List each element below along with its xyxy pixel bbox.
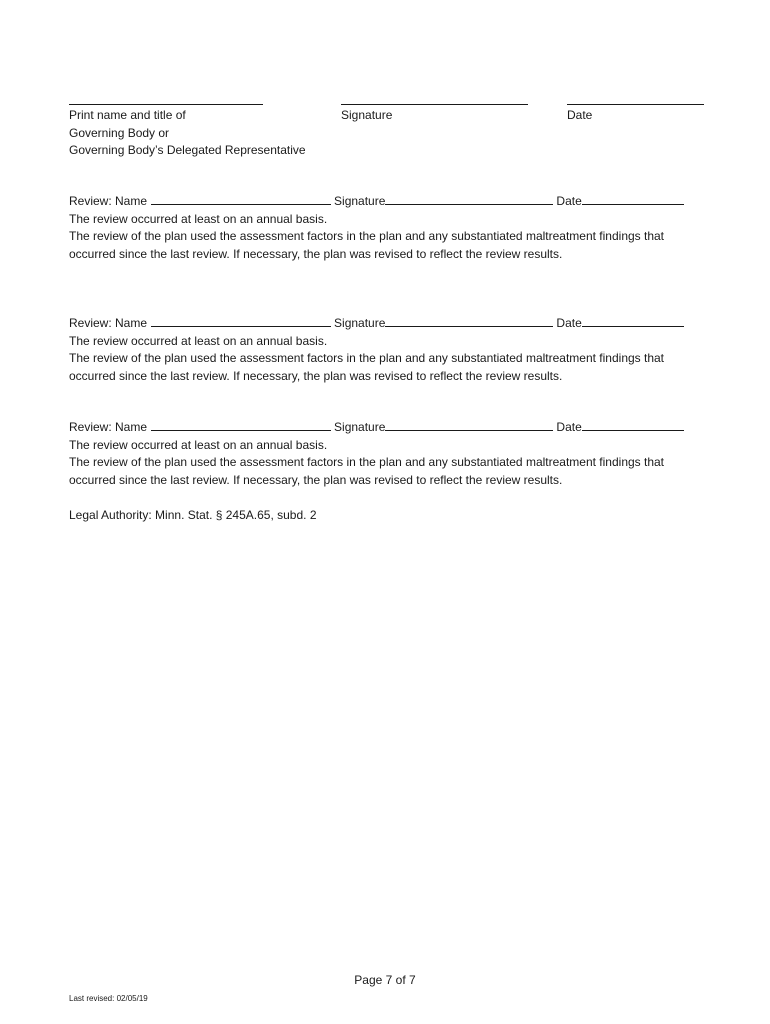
review-name-blank[interactable]: [151, 193, 331, 205]
signature-column: [341, 90, 528, 125]
review-section-1: [69, 193, 709, 263]
review-text-line-2: The review of the plan used the assessment factors in the plan and any substantiated maltreatment findings that: [69, 351, 665, 365]
review-text-line-1: The review occurred at least on an annual basis.: [69, 333, 328, 348]
review-text-line-3: occurred since the last review. If necessary, the plan was revised to reflect the review results.: [69, 246, 563, 261]
review-text-line-2: The review of the plan used the assessment factors in the plan and any substantiated maltreatment findings that: [69, 229, 665, 243]
last-revised: Last revised: 02/05/19: [69, 994, 148, 1003]
print-name-column: [69, 90, 306, 160]
print-name-label-3: Governing Body’s Delegated Representative: [69, 143, 306, 157]
review-text-line-2: The review of the plan used the assessment factors in the plan and any substantiated maltreatment findings that: [69, 455, 665, 469]
signature-line[interactable]: [341, 90, 528, 105]
review-fields: [69, 419, 709, 437]
review-name-label: Review: Name: [69, 194, 148, 208]
review-name-blank[interactable]: [151, 419, 331, 431]
review-name-blank[interactable]: [151, 315, 331, 327]
print-name-label-1: Print name and title of: [69, 108, 186, 122]
legal-authority: Legal Authority: Minn. Stat. § 245A.65, subd. 2: [69, 508, 317, 522]
date-label: Date: [567, 108, 593, 122]
date-line[interactable]: [567, 90, 704, 105]
signature-block: [69, 90, 709, 170]
review-signature-blank[interactable]: [385, 315, 553, 327]
review-fields: [69, 315, 709, 333]
date-column: [567, 90, 704, 125]
review-text-line-1: The review occurred at least on an annual basis.: [69, 437, 328, 452]
review-date-label: Date: [556, 316, 582, 330]
review-date-blank[interactable]: [582, 419, 684, 431]
review-signature-blank[interactable]: [385, 419, 553, 431]
review-text-line-3: occurred since the last review. If necessary, the plan was revised to reflect the review results.: [69, 472, 563, 487]
review-text-line-3: occurred since the last review. If necessary, the plan was revised to reflect the review results.: [69, 368, 563, 383]
print-name-line[interactable]: [69, 90, 263, 105]
review-signature-label: Signature: [334, 420, 386, 434]
review-date-label: Date: [556, 420, 582, 434]
review-section-2: [69, 315, 709, 385]
review-date-blank[interactable]: [582, 193, 684, 205]
review-fields: [69, 193, 709, 211]
review-name-label: Review: Name: [69, 420, 148, 434]
review-date-blank[interactable]: [582, 315, 684, 327]
review-text-line-1: The review occurred at least on an annual basis.: [69, 211, 328, 226]
review-section-3: [69, 419, 709, 489]
review-date-label: Date: [556, 194, 582, 208]
page-number: Page 7 of 7: [354, 973, 416, 987]
print-name-label-2: Governing Body or: [69, 125, 170, 140]
signature-label: Signature: [341, 108, 393, 122]
review-signature-label: Signature: [334, 316, 386, 330]
review-name-label: Review: Name: [69, 316, 148, 330]
review-signature-label: Signature: [334, 194, 386, 208]
review-signature-blank[interactable]: [385, 193, 553, 205]
